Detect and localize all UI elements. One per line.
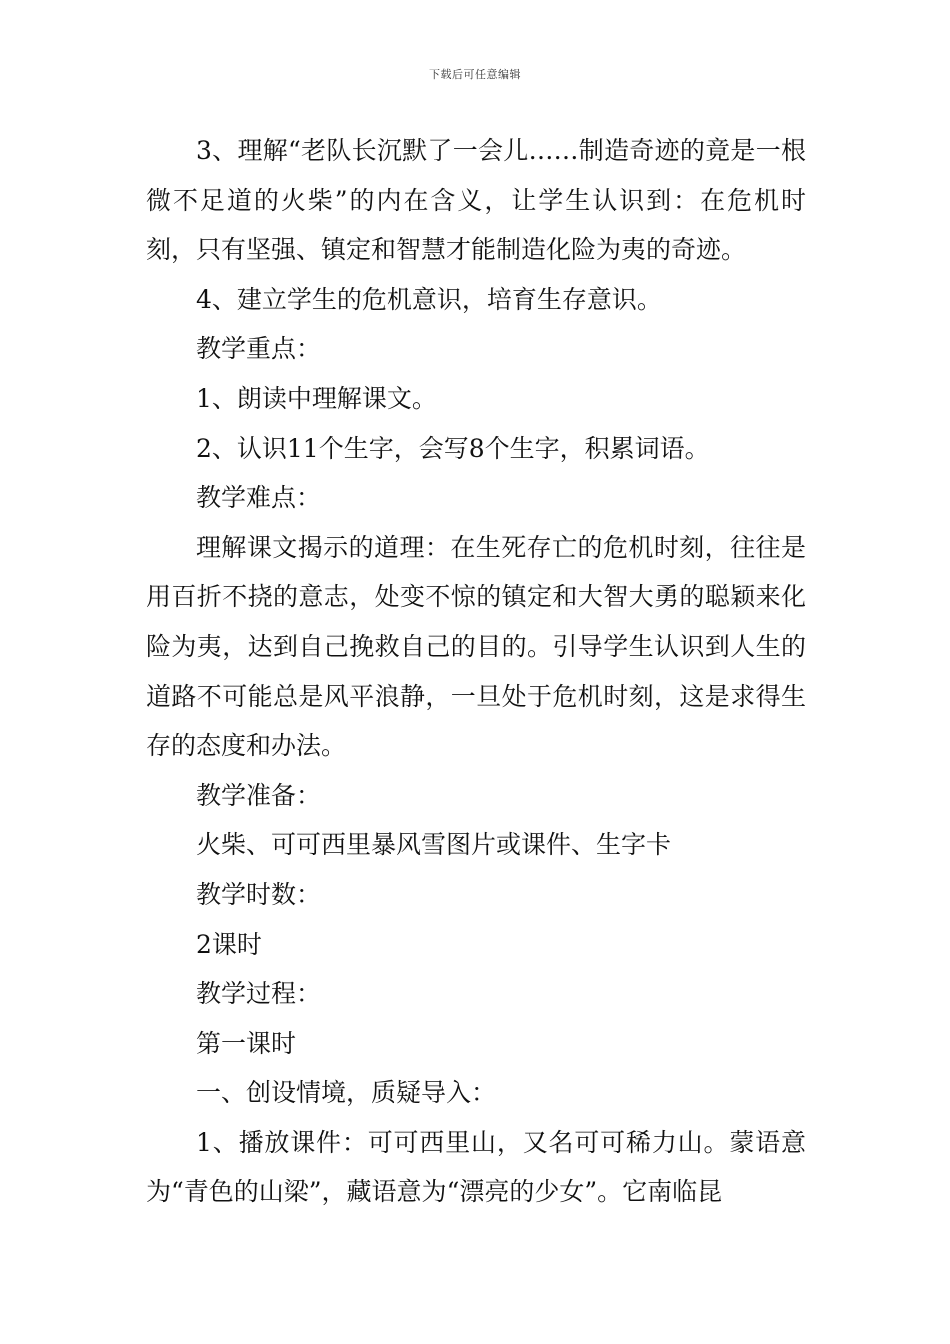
heading-section-one: 一、创设情境，质疑导入： <box>196 1078 497 1108</box>
heading-difficulties: 教学难点： <box>196 483 322 513</box>
heading-preparation: 教学准备： <box>196 780 322 810</box>
document-body <box>146 126 806 1217</box>
paragraph-objective-4: 4、建立学生的危机意识，培育生存意识。 <box>196 284 662 314</box>
heading-key-points: 教学重点： <box>196 334 322 364</box>
heading-process: 教学过程： <box>196 979 322 1009</box>
paragraph-difficulty: 理解课文揭示的道理：在生死存亡的危机时刻，往往是用百折不挠的意志，处变不惊的镇定和大智大勇的聪颖来化险为夷，达到自己挽救自己的目的。引导学生认识到人生的道路不可能总是风平浪静，一旦处于危机时刻，这是求得生存的态度和办法。 <box>146 532 806 761</box>
paragraph-key-point-1: 1、朗读中理解课文。 <box>196 383 437 413</box>
paragraph-step-1: 1、播放课件：可可西里山，又名可可稀力山。蒙语意为“青色的山梁”，藏语意为“漂亮的少女”。它南临昆 <box>146 1127 806 1207</box>
paragraph-class-hours: 2课时 <box>196 929 262 959</box>
paragraph-key-point-2: 2、认识11个生字，会写8个生字，积累词语。 <box>196 433 710 463</box>
paragraph-preparation: 火柴、可可西里暴风雪图片或课件、生字卡 <box>196 830 672 860</box>
page-header-note: 下载后可任意编辑 <box>429 68 521 81</box>
heading-first-lesson: 第一课时 <box>196 1028 297 1058</box>
heading-class-hours: 教学时数： <box>196 879 322 909</box>
paragraph-objective-3: 3、理解“老队长沉默了一会儿……制造奇迹的竟是一根微不足道的火柴”的内在含义，让学生认识到：在危机时刻，只有坚强、镇定和智慧才能制造化险为夷的奇迹。 <box>146 136 806 265</box>
